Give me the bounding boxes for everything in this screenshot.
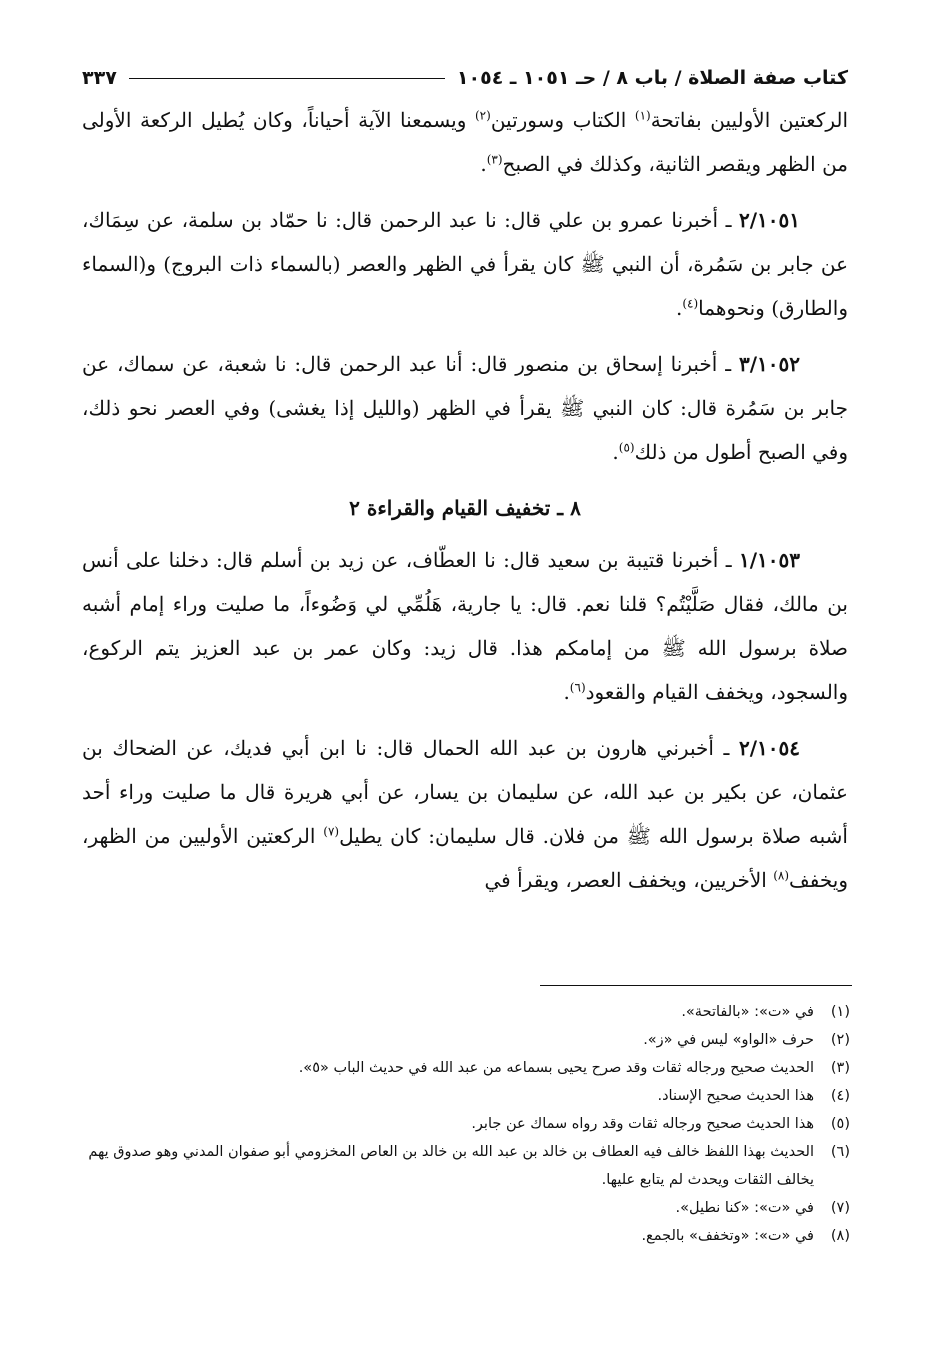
page-number: ٣٣٧ — [82, 67, 117, 89]
hadith-1051: ٢/١٠٥١ ـ أخبرنا عمرو بن علي قال: نا عبد الرحمن قال: نا حمّاد بن سلمة، عن سِمَاك، عن جابر بن سَمُرة، أن النبي ﷺ كان يقرأ في الظهر والعصر (بالسماء ذات البروج) و(السماء والطارق) ونحوهما$^{(٤)}$. — [82, 208, 848, 320]
hadith-number: ٣/١٠٥٢ — [738, 352, 800, 376]
footnote-ref-2[interactable]: (٢) — [474, 108, 491, 123]
footnote-ref-8[interactable]: (٨) — [773, 868, 790, 883]
running-header — [82, 60, 848, 96]
header-rule — [129, 78, 445, 79]
footnote-item: (٤) هذا الحديث صحيح الإسناد. — [657, 1088, 850, 1104]
footnote-item: (٨) في «ت»: «وتخفف» بالجمع. — [641, 1228, 850, 1244]
hadith-1053: ١/١٠٥٣ ـ أخبرنا قتيبة بن سعيد قال: نا العطّاف، عن زيد بن أسلم قال: دخلنا على أنس بن مالك، فقال صَلَّيْتُم؟ قلنا نعم. قال: يا جارية، هَلُمِّي لي وَضُوءاً، ما صليت وراء إمام أشبه صلاة برسول الله ﷺ من إمامكم هذا. قال زيد: وكان عمر بن عبد العزيز يتم الركوع، والسجود، ويخفف القيام والقعود$^{(٦)}$. — [82, 548, 848, 704]
footnote-ref-7[interactable]: (٧) — [323, 824, 340, 839]
footnote-item: (٧) في «ت»: «كنا نطيل». — [675, 1200, 850, 1216]
footnote-item: (٢) حرف «الواو» ليس في «ز». — [643, 1032, 850, 1048]
footnote-item: (١) في «ت»: «بالفاتحة». — [681, 1004, 850, 1020]
hadith-number: ١/١٠٥٣ — [738, 548, 800, 572]
footnote-item: (٣) الحديث صحيح ورجاله ثقات وقد صرح يحيى بسماعه من عبد الله في حديث الباب «٥». — [298, 1060, 850, 1076]
footnote-ref-3[interactable]: (٣) — [486, 152, 503, 167]
footnote-ref-4[interactable]: (٤) — [682, 296, 699, 311]
header-title: كتاب صفة الصلاة / باب ٨ / حـ ١٠٥١ ـ ١٠٥٤ — [456, 67, 848, 89]
footnote-ref-1[interactable]: (١) — [634, 108, 651, 123]
hadith-1054: ٢/١٠٥٤ ـ أخبرني هارون بن عبد الله الحمال قال: نا ابن أبي فديك، عن الضحاك بن عثمان، عن بكير بن عبد الله، عن سليمان بن يسار، عن أبي هريرة قال ما صليت وراء أحد أشبه صلاة برسول الله ﷺ من فلان. قال سليمان: كان يطيل$^{(٧)}$ الركعتين الأوليين من الظهر، ويخفف$^{(٨)}$ الأخريين، ويخفف العصر، ويقرأ في — [82, 736, 848, 892]
footnote-separator — [540, 985, 852, 986]
footnote-ref-5[interactable]: (٥) — [618, 440, 635, 455]
hadith-1052: ٣/١٠٥٢ ـ أخبرنا إسحاق بن منصور قال: أنا عبد الرحمن قال: نا شعبة، عن سماك، عن جابر بن سَمُرة قال: كان النبي ﷺ يقرأ في الظهر (والليل إذا يغشى) وفي العصر نحو ذلك، وفي الصبح أطول من ذلك$^{(٥)}$. — [82, 352, 848, 464]
hadith-number: ٢/١٠٥١ — [738, 208, 800, 232]
main-text — [82, 98, 848, 914]
hadith-number: ٢/١٠٥٤ — [738, 736, 800, 760]
footnote-item: (٦) الحديث بهذا اللفظ خالف فيه العطاف بن خالد بن عبد الله بن خالد بن العاص المخزومي أبو صفوان المدني وهو صدوق يهم يخالف الثقات ويحدث لم يتابع عليها. — [88, 1144, 850, 1188]
footnote-ref-6[interactable]: (٦) — [569, 680, 586, 695]
footnotes — [82, 998, 850, 1250]
section-title: ٨ ـ تخفيف القيام والقراءة ٢ — [349, 496, 581, 520]
paragraph-continuation: الركعتين الأوليين بفاتحة$^{(١)}$ الكتاب وسورتين$^{(٢)}$ ويسمعنا الآية أحياناً، وكان يُطيل الركعة الأولى من الظهر ويقصر الثانية، وكذلك في الصبح$^{(٣)}$. — [82, 108, 849, 176]
footnote-item: (٥) هذا الحديث صحيح ورجاله ثقات وقد رواه سماك عن جابر. — [471, 1116, 850, 1132]
